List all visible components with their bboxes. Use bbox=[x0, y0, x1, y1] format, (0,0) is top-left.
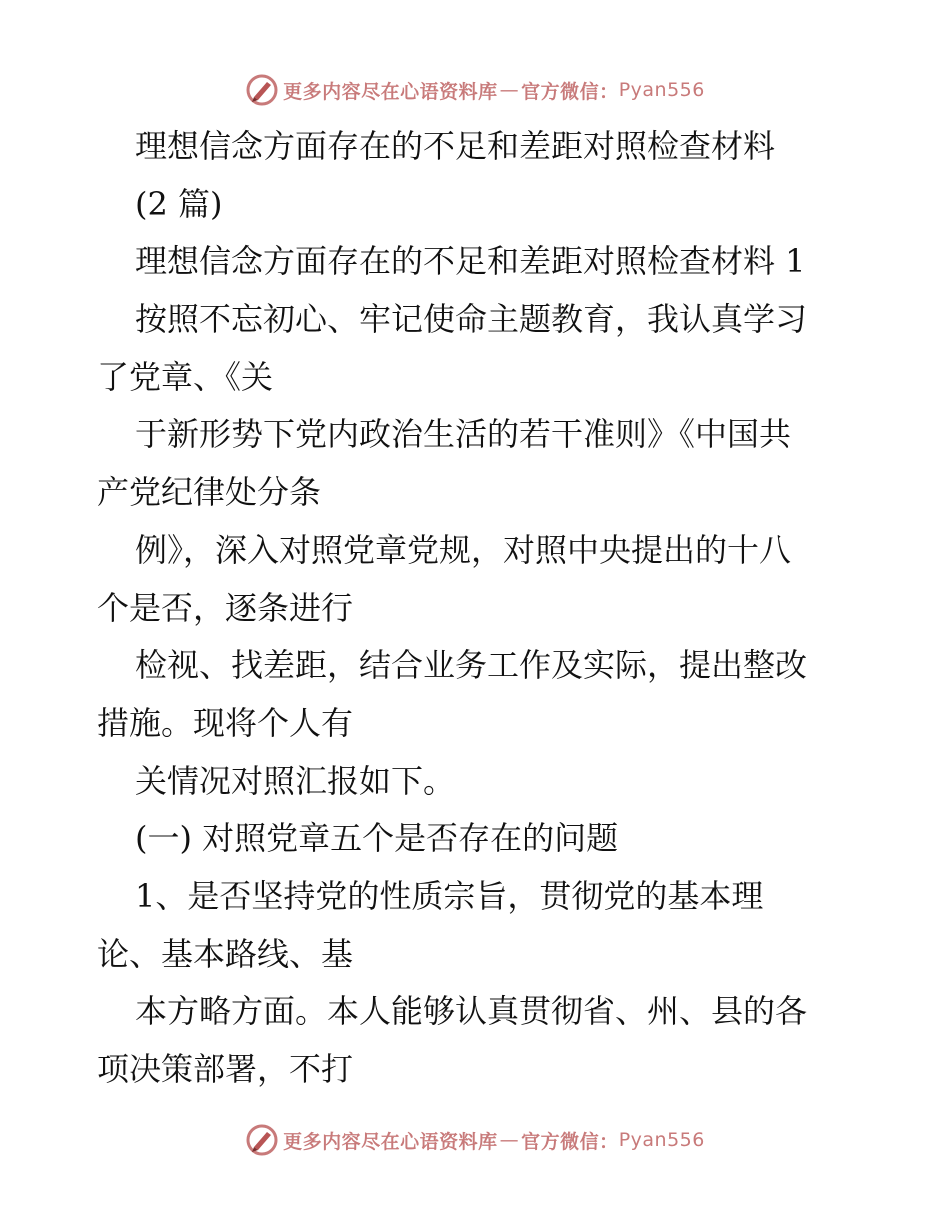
paragraph-line: 于新形势下党内政治生活的若干准则》《中国共 bbox=[135, 415, 792, 454]
paragraph-line: 检视、找差距，结合业务工作及实际，提出整改 bbox=[135, 646, 808, 685]
paragraph-line: 按照不忘初心、牢记使命主题教育，我认真学习 bbox=[135, 300, 808, 339]
paragraph-line: 个是否，逐条进行 bbox=[97, 588, 354, 627]
paragraph-line: 措施。现将个人有 bbox=[97, 703, 354, 742]
paragraph-line: 产党纪律处分条 bbox=[97, 473, 322, 512]
paragraph-line: 了党章、《关 bbox=[97, 357, 274, 396]
document-title: 理想信念方面存在的不足和差距对照检查材料 bbox=[135, 127, 776, 165]
document-subtitle: (2 篇) bbox=[135, 184, 223, 223]
banner-separator: — bbox=[499, 79, 520, 101]
paragraph-line: 关情况对照汇报如下。 bbox=[135, 761, 456, 800]
section-heading: 理想信念方面存在的不足和差距对照检查材料 1 bbox=[135, 242, 806, 281]
banner-text: 更多内容尽在心语资料库 bbox=[283, 80, 498, 103]
paragraph-line: 项决策部署，不打 bbox=[97, 1050, 354, 1088]
header-banner bbox=[0, 70, 950, 110]
banner-separator: — bbox=[499, 1129, 520, 1151]
paragraph-line: 1、是否坚持党的性质宗旨，贯彻党的基本理 bbox=[135, 876, 764, 915]
subsection-heading: (一) 对照党章五个是否存在的问题 bbox=[135, 819, 619, 858]
banner-wechat-id: Pyan556 bbox=[618, 1129, 705, 1151]
banner-label: 官方微信： bbox=[521, 80, 619, 103]
footer-banner bbox=[0, 1120, 950, 1160]
paragraph-line: 本方略方面。本人能够认真贯彻省、州、县的各 bbox=[135, 992, 808, 1031]
leaf-pen-logo-icon bbox=[245, 73, 279, 107]
banner-label: 官方微信： bbox=[521, 1130, 619, 1153]
banner-wechat-id: Pyan556 bbox=[618, 79, 705, 101]
document-body bbox=[97, 118, 867, 1099]
paragraph-line: 论、基本路线、基 bbox=[97, 934, 354, 973]
leaf-pen-logo-icon bbox=[245, 1123, 279, 1157]
banner-text: 更多内容尽在心语资料库 bbox=[283, 1130, 498, 1153]
paragraph-line: 例》，深入对照党章党规，对照中央提出的十八 bbox=[135, 530, 792, 569]
